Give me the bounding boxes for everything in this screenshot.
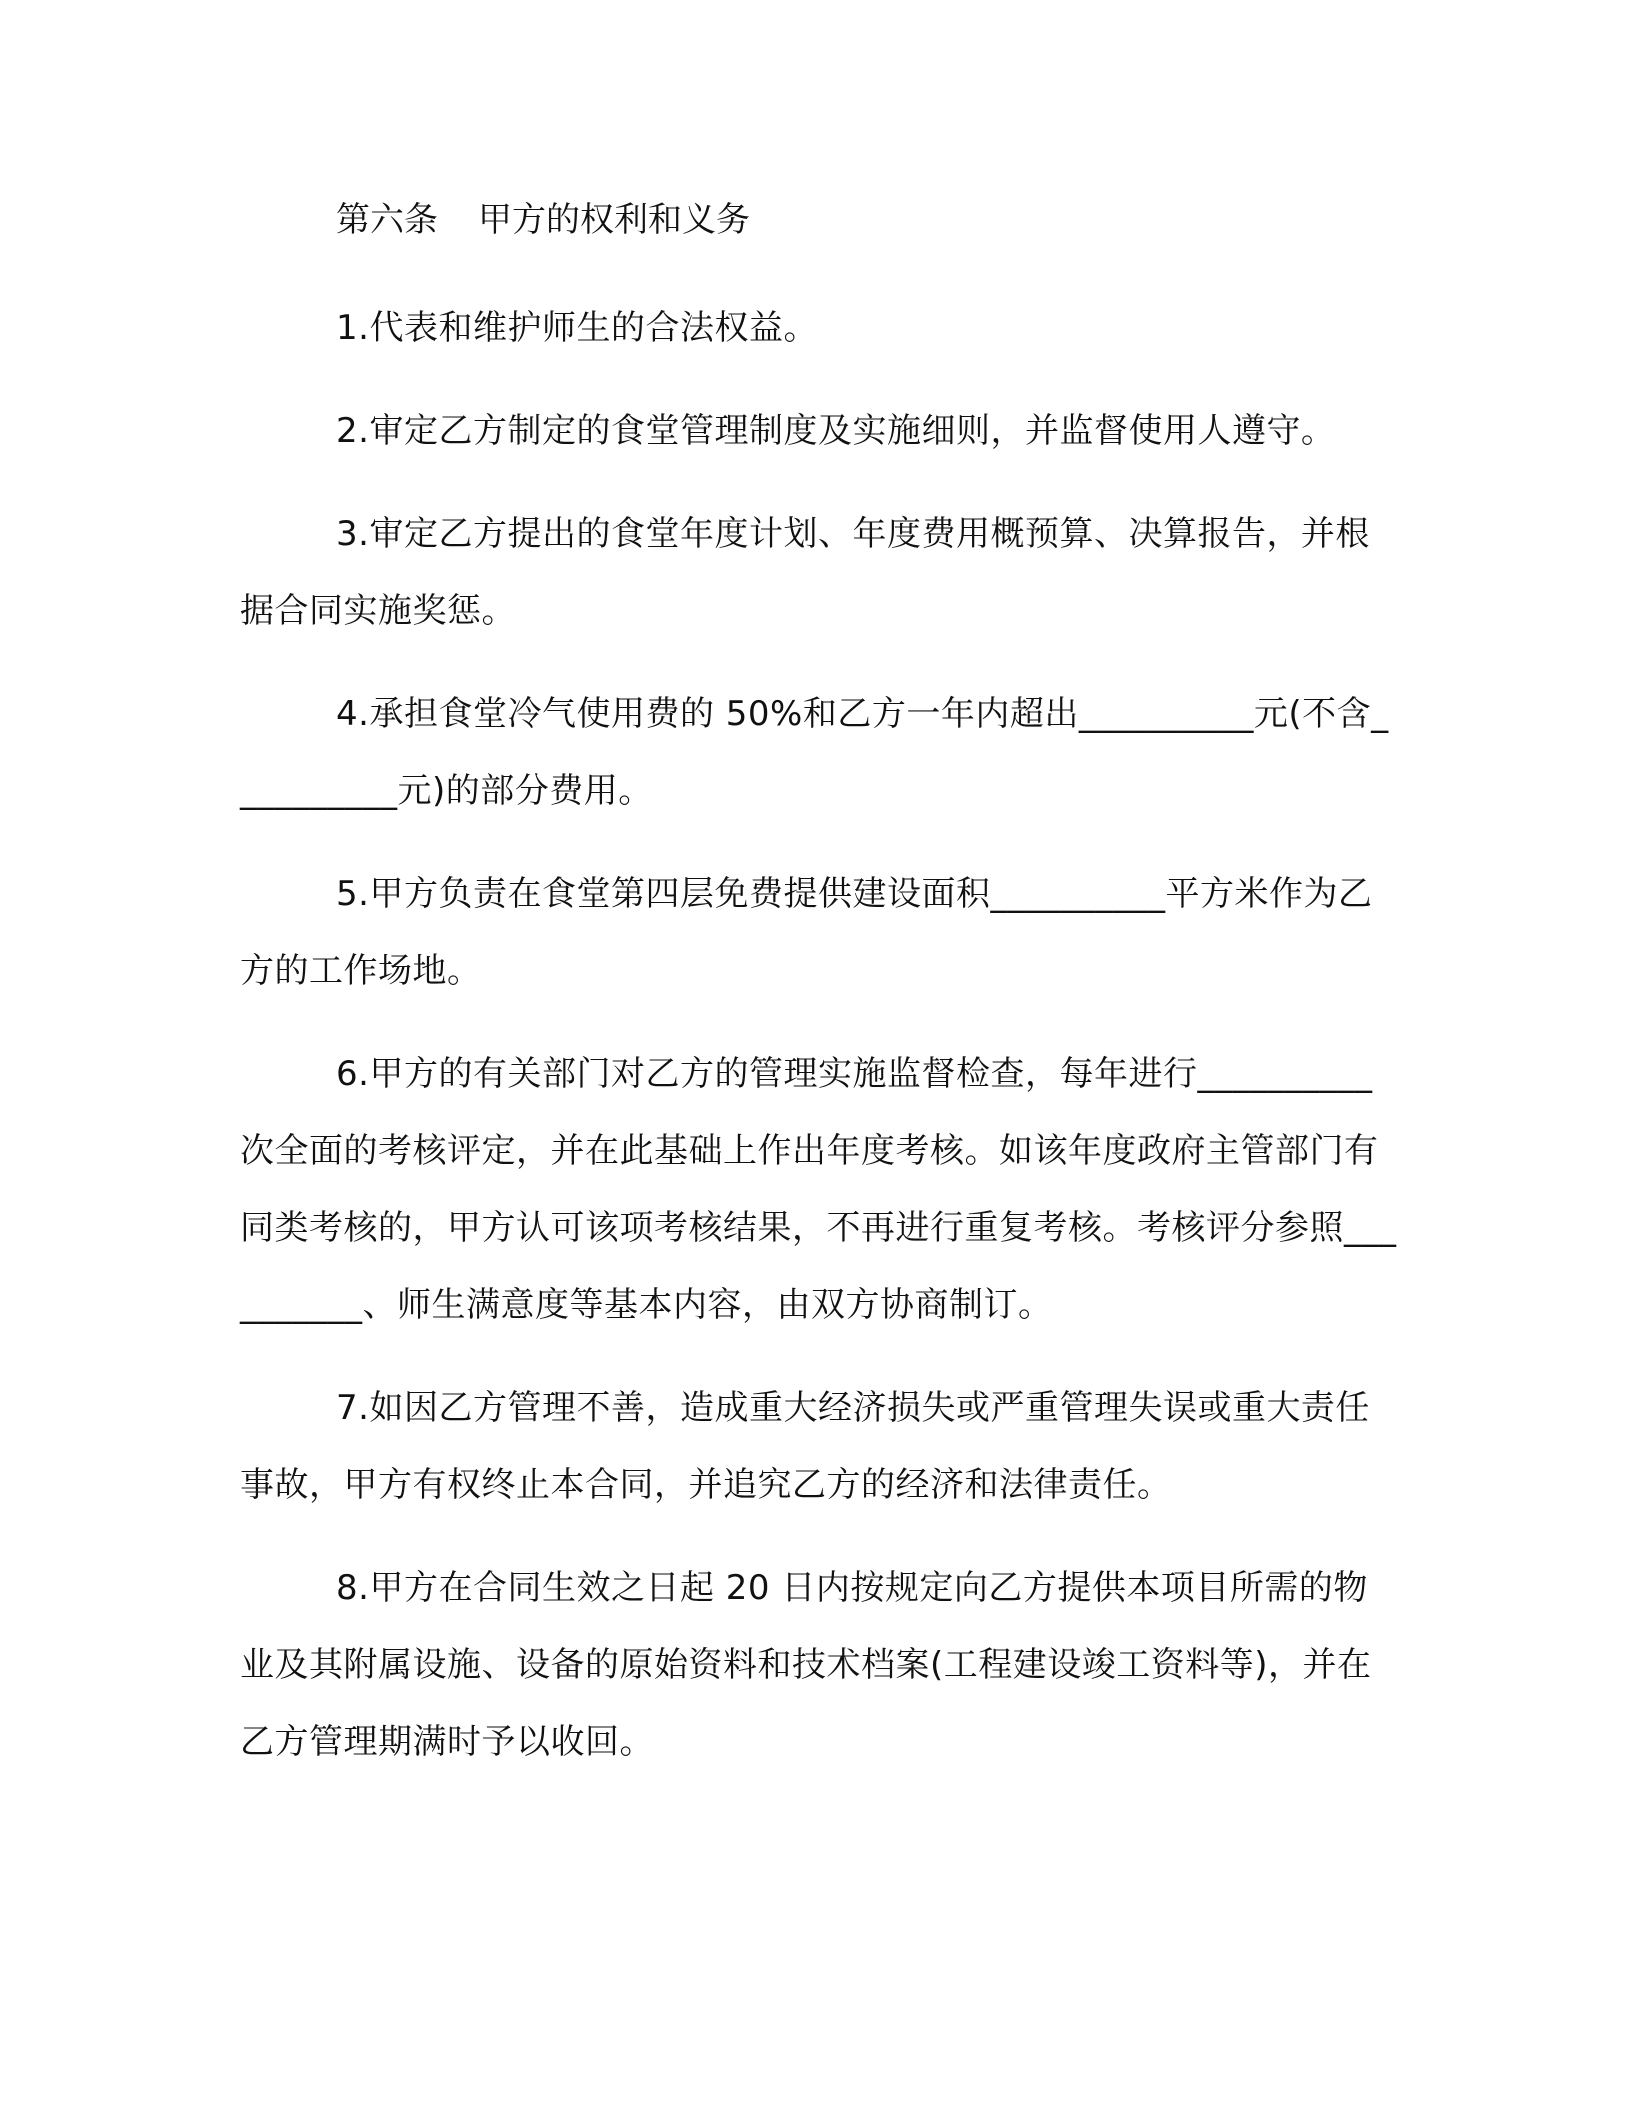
clause-4: 4.承担食堂冷气使用费的 50%和乙方一年内超出__________元(不含__________元)的部分费用。: [240, 694, 1389, 811]
clause-1: 1.代表和维护师生的合法权益。: [336, 308, 818, 348]
article-heading: [240, 190, 1400, 250]
clause-7: 7.如因乙方管理不善，造成重大经济损失或严重管理失误或重大责任事故，甲方有权终止本合同，并追究乙方的经济和法律责任。: [240, 1388, 1370, 1505]
clause-3: 3.审定乙方提出的食堂年度计划、年度费用概预算、决算报告，并根据合同实施奖惩。: [240, 514, 1370, 631]
article-number: 第六条: [336, 200, 438, 240]
clause-8: 8.甲方在合同生效之日起 20 日内按规定向乙方提供本项目所需的物业及其附属设施、设备的原始资料和技术档案(工程建设竣工资料等)，并在乙方管理期满时予以收回。: [240, 1568, 1372, 1762]
article-title: 甲方的权利和义务: [478, 200, 750, 240]
clause-6: 6.甲方的有关部门对乙方的管理实施监督检查，每年进行__________次全面的考核评定，并在此基础上作出年度考核。如该年度政府主管部门有同类考核的，甲方认可该项考核结果，不再进行重复考核。考核评分参照__________、师生满意度等基本内容，由双方协商制订。: [240, 1054, 1397, 1325]
clause-5: 5.甲方负责在食堂第四层免费提供建设面积__________平方米作为乙方的工作场地。: [240, 874, 1373, 991]
clause-2: 2.审定乙方制定的食堂管理制度及实施细则，并监督使用人遵守。: [336, 411, 1336, 451]
document-body: [240, 190, 1400, 1807]
